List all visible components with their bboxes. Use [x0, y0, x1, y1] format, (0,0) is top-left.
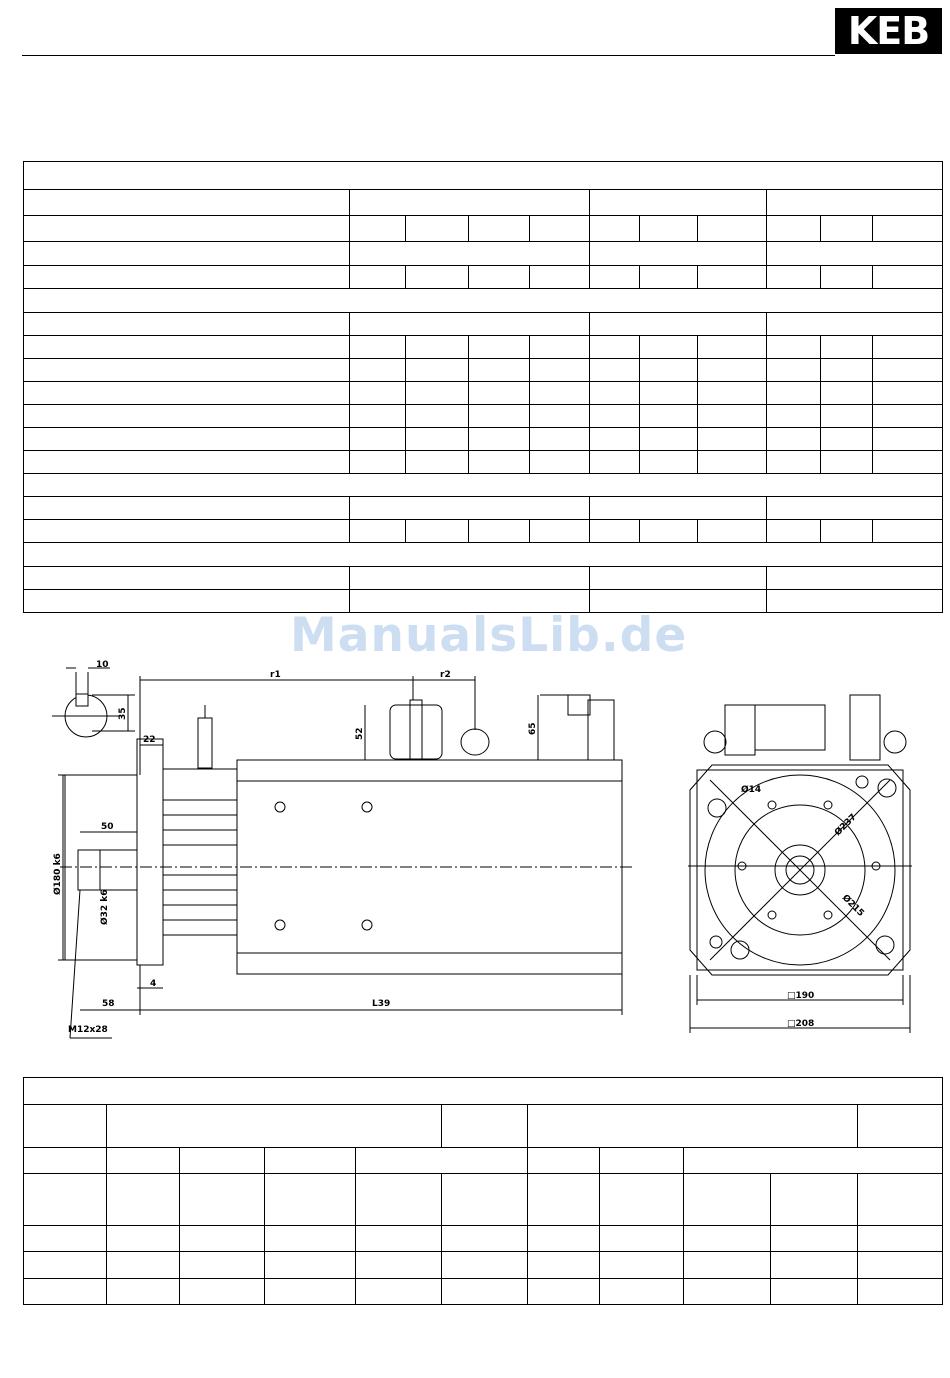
dim-r2: r2 [440, 670, 451, 680]
specification-table [23, 161, 943, 613]
table-row [24, 1252, 943, 1279]
table-row [24, 1105, 943, 1148]
table-row [24, 428, 943, 451]
dim-key-width: 10 [96, 660, 109, 670]
watermark: ManualsLib.de [290, 608, 688, 663]
dim-connector-2: 65 [528, 722, 538, 735]
keb-logo: KEB [835, 8, 942, 54]
table-row [24, 359, 943, 382]
motor-side-view-drawing [40, 655, 650, 1050]
dim-thread: M12x28 [68, 1025, 108, 1035]
dim-body-length: L39 [372, 999, 391, 1009]
dim-width-190: □190 [787, 991, 815, 1001]
dim-shaft-total: 58 [102, 999, 115, 1009]
dim-spigot: 4 [150, 979, 157, 989]
dim-shaft-length: 50 [101, 822, 114, 832]
table-row [24, 190, 943, 216]
dim-connector-1: 52 [355, 727, 365, 740]
table-row [24, 162, 943, 190]
motor-end-view-drawing [685, 685, 925, 1035]
table-row [24, 1148, 943, 1174]
dim-pitch-circle-215: Ø215 [839, 893, 866, 919]
table-row [24, 474, 943, 497]
table-row [24, 216, 943, 242]
table-row [24, 1226, 943, 1252]
table-row [24, 382, 943, 405]
table-row [24, 1174, 943, 1226]
dim-flange-diameter: Ø180 k6 [53, 853, 63, 895]
header-rule [22, 55, 835, 56]
table-row [24, 242, 943, 266]
dim-pitch-circle-237: Ø237 [833, 812, 859, 839]
dimensions-table [23, 1077, 943, 1305]
table-row [24, 1078, 943, 1105]
table-row [24, 289, 943, 313]
table-row [24, 266, 943, 289]
dim-width-208: □208 [787, 1019, 815, 1029]
table-row [24, 1279, 943, 1305]
dim-flange-thickness: 22 [143, 735, 156, 745]
table-row [24, 497, 943, 520]
dim-shaft-diameter: Ø32 k6 [100, 889, 110, 925]
dim-hole-diameter: Ø14 [741, 785, 762, 795]
table-row [24, 405, 943, 428]
dim-key-height: 35 [118, 707, 128, 720]
table-row [24, 451, 943, 474]
table-row [24, 543, 943, 567]
table-row [24, 313, 943, 336]
table-row [24, 567, 943, 590]
table-row [24, 520, 943, 543]
dim-r1: r1 [270, 670, 281, 680]
table-row [24, 336, 943, 359]
